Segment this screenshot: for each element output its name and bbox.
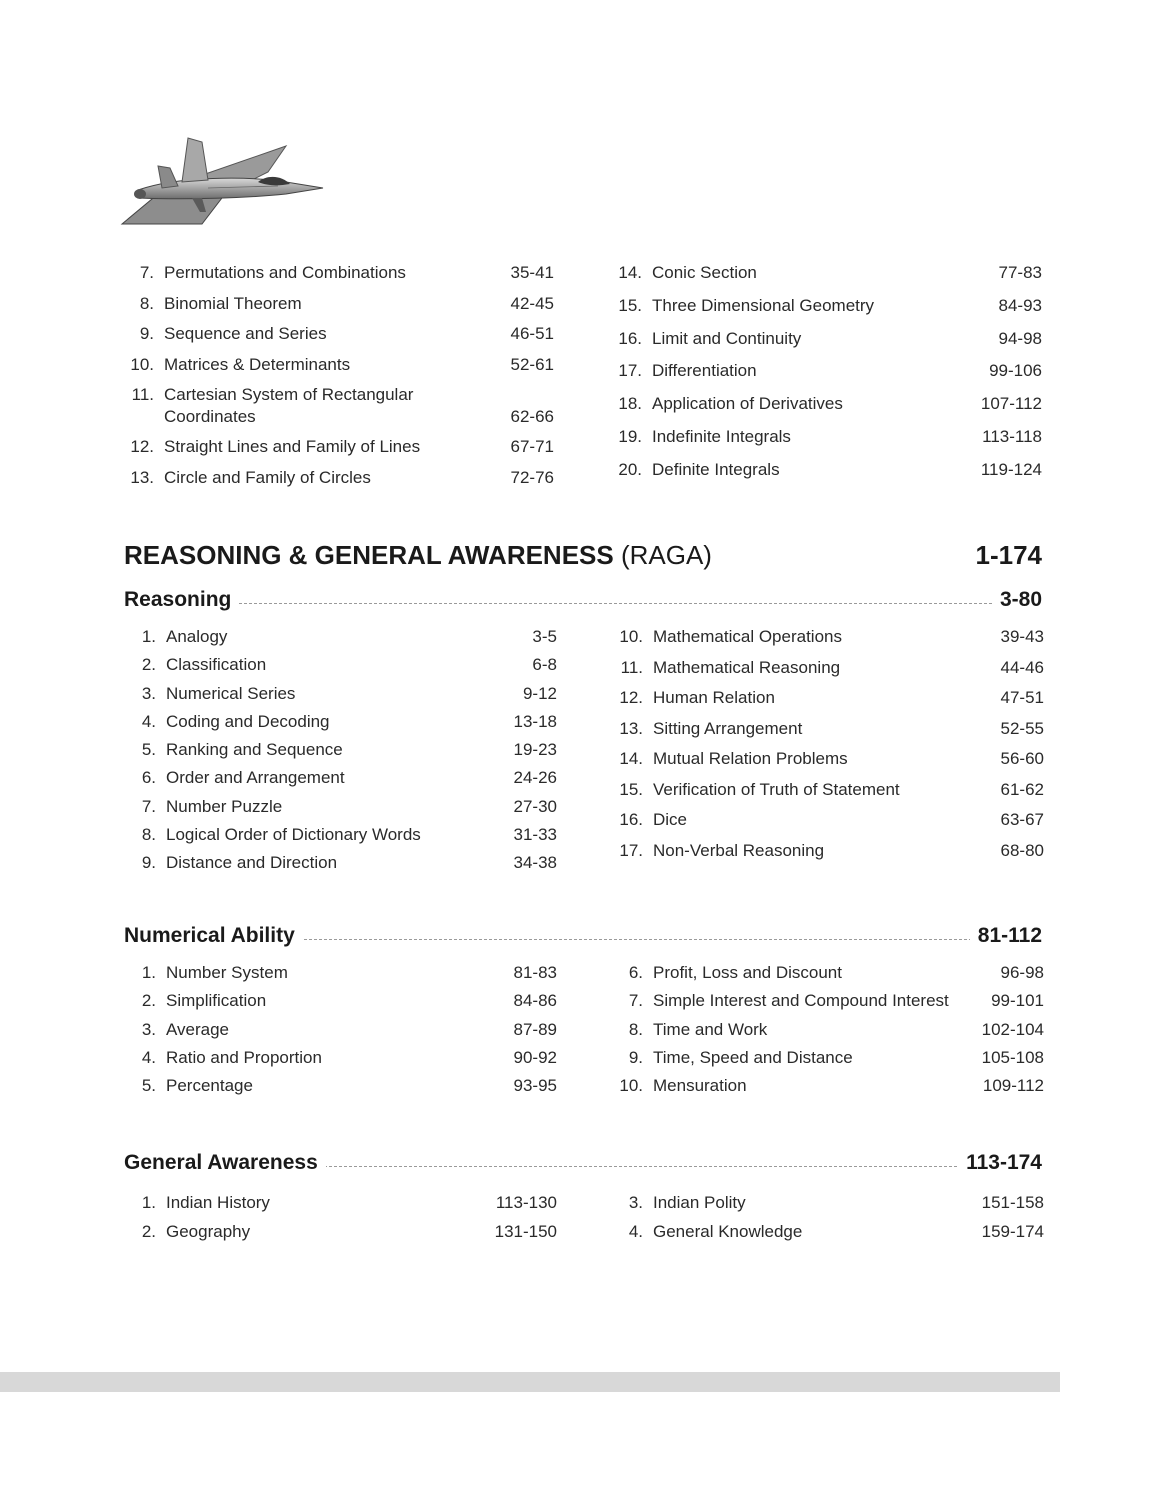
toc-entry <box>613 1221 1044 1250</box>
toc-entry-title: Simple Interest and Compound Interest <box>653 991 949 1011</box>
leader-dots <box>124 603 1042 604</box>
toc-entry-title: Dice <box>653 810 688 829</box>
toc-entry-pages: 42-45 <box>510 293 554 313</box>
toc-entry-pages: 99-106 <box>989 361 1042 381</box>
toc-entry <box>613 748 1044 779</box>
toc-entry <box>613 1075 1044 1103</box>
toc-entry-number: 16. <box>618 328 642 348</box>
toc-entry-number: 13. <box>130 467 154 487</box>
toc-entry <box>126 990 557 1018</box>
toc-entry-pages: 35-41 <box>510 263 554 282</box>
toc-entry <box>613 840 1044 871</box>
toc-entry-pages: 102-104 <box>981 1019 1044 1039</box>
toc-entry <box>612 262 1042 295</box>
toc-entry-title: Coding and Decoding <box>166 711 330 731</box>
toc-entry-number: 9. <box>139 324 154 343</box>
toc-entry-number: 15. <box>619 779 643 799</box>
toc-entry-title: Non-Verbal Reasoning <box>653 840 825 860</box>
toc-entry-number: 3. <box>628 1193 643 1212</box>
toc-entry-title: Indefinite Integrals <box>652 426 791 446</box>
toc-top-left-column <box>124 262 554 497</box>
toc-entry <box>126 683 557 711</box>
toc-entry-number: 14. <box>619 749 643 768</box>
toc-entry-title: Permutations and Combinations <box>164 263 406 282</box>
toc-entry-title: Sitting Arrangement <box>653 718 803 738</box>
toc-entry-title: Distance and Direction <box>166 853 338 873</box>
general-section-heading <box>124 1151 1042 1181</box>
toc-entry-number: 14. <box>618 263 642 282</box>
toc-entry-title: Number Puzzle <box>166 796 283 816</box>
toc-entry-number: 12. <box>130 437 154 456</box>
numerical-title: Numerical Ability <box>124 924 303 948</box>
toc-entry-number: 13. <box>619 718 643 738</box>
toc-entry-number: 7. <box>628 991 643 1011</box>
toc-entry-number: 8. <box>628 1019 643 1039</box>
reasoning-left-column <box>126 626 557 881</box>
toc-entry-number: 9. <box>141 853 156 873</box>
toc-entry-pages: 113-118 <box>982 426 1042 446</box>
toc-entry-number: 8. <box>141 825 156 845</box>
toc-entry-number: 10. <box>130 354 154 374</box>
toc-entry-pages: 46-51 <box>510 324 554 343</box>
toc-entry-pages: 24-26 <box>513 768 557 788</box>
toc-entry-pages: 119-124 <box>980 459 1042 479</box>
toc-entry-title: General Knowledge <box>653 1221 803 1241</box>
toc-entry-title: Definite Integrals <box>652 459 780 479</box>
toc-entry <box>613 962 1044 990</box>
toc-entry-pages: 99-101 <box>991 991 1044 1011</box>
main-section-heading <box>124 540 1042 580</box>
toc-entry <box>126 852 557 880</box>
toc-entry-number: 7. <box>141 796 156 816</box>
toc-entry <box>613 657 1044 688</box>
toc-entry-title: Time and Work <box>653 1019 768 1039</box>
main-section-pages: 1-174 <box>975 540 1042 570</box>
toc-entry-title: Human Relation <box>653 688 775 707</box>
general-pages: 113-174 <box>958 1151 1042 1175</box>
toc-entry-pages: 94-98 <box>998 328 1042 348</box>
numerical-left-column <box>126 962 557 1103</box>
toc-entry-title: Circle and Family of Circles <box>164 467 371 487</box>
reasoning-section-heading <box>124 588 1042 618</box>
toc-entry <box>126 824 557 852</box>
toc-entry <box>126 767 557 795</box>
toc-entry <box>613 809 1044 840</box>
toc-entry-number: 6. <box>141 768 156 788</box>
toc-entry-pages: 34-38 <box>513 853 557 873</box>
toc-entry-title: Profit, Loss and Discount <box>653 963 842 982</box>
toc-entry-title: Time, Speed and Distance <box>653 1047 853 1067</box>
toc-entry-number: 12. <box>619 688 643 707</box>
toc-entry <box>124 436 554 467</box>
page-footer-bar <box>0 1372 1060 1392</box>
toc-entry <box>124 354 554 385</box>
main-section-subtitle: (RAGA) <box>620 540 712 570</box>
toc-entry-pages: 52-61 <box>510 354 554 374</box>
toc-entry-title: Differentiation <box>652 361 757 381</box>
toc-entry <box>124 323 554 354</box>
toc-entry <box>612 295 1042 328</box>
toc-entry-number: 1. <box>141 627 156 646</box>
toc-entry-number: 7. <box>139 263 154 282</box>
toc-entry-title: Number System <box>166 963 288 982</box>
toc-entry-number: 10. <box>619 1076 643 1096</box>
reasoning-right-column <box>613 626 1044 870</box>
toc-entry-number: 11. <box>620 657 643 677</box>
toc-entry-number: 19. <box>618 426 642 446</box>
numerical-right-column <box>613 962 1044 1103</box>
numerical-pages: 81-112 <box>970 924 1042 948</box>
toc-entry-pages: 6-8 <box>532 655 557 675</box>
toc-entry-title: Mathematical Operations <box>653 627 842 646</box>
toc-entry-pages: 96-98 <box>1000 963 1044 982</box>
toc-entry-title: Three Dimensional Geometry <box>652 295 875 315</box>
toc-entry <box>612 328 1042 361</box>
toc-entry-pages: 3-5 <box>532 627 557 646</box>
toc-entry-title: Sequence and Series <box>164 324 327 343</box>
toc-entry-number: 9. <box>628 1047 643 1067</box>
toc-entry-pages: 62-66 <box>510 407 554 426</box>
toc-entry-pages: 68-80 <box>1000 840 1044 860</box>
toc-entry-pages: 13-18 <box>513 711 557 731</box>
toc-entry <box>126 1047 557 1075</box>
toc-entry-title: Numerical Series <box>166 683 296 703</box>
toc-entry <box>126 1192 557 1221</box>
toc-entry-pages: 47-51 <box>1000 688 1044 707</box>
toc-entry-pages: 107-112 <box>980 394 1042 414</box>
toc-entry <box>126 654 557 682</box>
toc-entry <box>613 1047 1044 1075</box>
toc-entry <box>612 360 1042 393</box>
toc-entry-number: 1. <box>141 1193 156 1212</box>
toc-entry-number: 11. <box>131 385 154 404</box>
toc-entry-pages: 31-33 <box>513 825 557 845</box>
toc-entry <box>126 796 557 824</box>
numerical-section-heading <box>124 924 1042 954</box>
toc-entry-title: Straight Lines and Family of Lines <box>164 437 421 456</box>
toc-entry <box>613 626 1044 657</box>
general-right-column <box>613 1192 1044 1249</box>
toc-entry-pages: 61-62 <box>1000 779 1044 799</box>
toc-entry <box>126 1221 557 1250</box>
toc-entry-title: Application of Derivatives <box>652 394 843 414</box>
toc-entry-pages: 93-95 <box>513 1076 557 1096</box>
toc-entry-title: Limit and Continuity <box>652 328 802 348</box>
toc-entry-number: 2. <box>141 991 156 1011</box>
toc-top-right-column <box>612 262 1042 492</box>
toc-entry-pages: 105-108 <box>981 1047 1044 1067</box>
toc-entry-pages: 81-83 <box>513 963 557 982</box>
toc-entry <box>613 990 1044 1018</box>
toc-entry <box>612 393 1042 426</box>
toc-entry-title: Binomial Theorem <box>164 293 302 313</box>
toc-entry-title: Simplification <box>166 991 267 1011</box>
toc-entry-number: 4. <box>141 711 156 731</box>
toc-entry-pages: 84-93 <box>998 295 1042 315</box>
toc-entry-pages: 77-83 <box>998 263 1042 282</box>
toc-entry-title: Verification of Truth of Statement <box>653 779 900 799</box>
toc-entry-title: Ratio and Proportion <box>166 1047 322 1067</box>
toc-entry <box>124 467 554 498</box>
toc-entry-pages: 9-12 <box>522 683 557 703</box>
toc-entry-pages: 67-71 <box>510 437 554 456</box>
toc-entry <box>126 1019 557 1047</box>
toc-entry-pages: 63-67 <box>1000 810 1044 829</box>
toc-entry <box>124 293 554 324</box>
toc-entry-number: 5. <box>141 740 156 760</box>
toc-entry-pages: 72-76 <box>510 467 554 487</box>
toc-entry-number: 8. <box>139 293 154 313</box>
toc-entry-title: Mutual Relation Problems <box>653 749 848 768</box>
toc-entry-number: 4. <box>628 1221 643 1241</box>
toc-entry-pages: 131-150 <box>494 1221 557 1241</box>
toc-entry <box>613 779 1044 810</box>
toc-entry-pages: 159-174 <box>981 1221 1044 1241</box>
toc-entry-number: 3. <box>141 683 156 703</box>
main-section-title <box>124 540 712 571</box>
toc-entry-number: 10. <box>619 627 643 646</box>
toc-entry-title: Geography <box>166 1221 251 1241</box>
toc-entry-number: 16. <box>619 810 643 829</box>
toc-entry <box>613 1192 1044 1221</box>
toc-entry <box>126 962 557 990</box>
toc-entry-title-continued: Coordinates <box>164 407 256 426</box>
toc-entry-number: 4. <box>141 1047 156 1067</box>
toc-entry <box>613 718 1044 749</box>
toc-entry-pages: 44-46 <box>1000 657 1044 677</box>
toc-entry-number: 1. <box>141 963 156 982</box>
toc-entry-number: 15. <box>618 295 642 315</box>
toc-entry-title: Analogy <box>166 627 228 646</box>
toc-entry-pages: 27-30 <box>513 796 557 816</box>
general-title: General Awareness <box>124 1151 326 1175</box>
toc-entry-title: Mathematical Reasoning <box>653 657 841 677</box>
toc-entry-title: Cartesian System of Rectangular <box>164 385 414 404</box>
toc-entry-number: 17. <box>619 840 643 860</box>
toc-entry-pages: 19-23 <box>513 740 557 760</box>
toc-entry-pages: 52-55 <box>1000 718 1044 738</box>
toc-entry-number: 2. <box>141 655 156 675</box>
reasoning-title: Reasoning <box>124 588 239 612</box>
toc-entry-pages: 84-86 <box>513 991 557 1011</box>
toc-entry-pages: 39-43 <box>1000 627 1044 646</box>
toc-entry <box>613 1019 1044 1047</box>
toc-entry-number: 2. <box>141 1221 156 1241</box>
toc-entry <box>126 739 557 767</box>
toc-entry-pages: 109-112 <box>982 1076 1044 1096</box>
toc-entry-pages: 56-60 <box>1000 749 1044 768</box>
toc-entry-title: Classification <box>166 655 267 675</box>
toc-entry-title: Order and Arrangement <box>166 768 345 788</box>
reasoning-pages: 3-80 <box>992 588 1042 612</box>
toc-entry-number: 6. <box>628 963 643 982</box>
toc-entry-pages: 151-158 <box>981 1193 1044 1212</box>
toc-entry <box>126 1075 557 1103</box>
toc-entry-pages: 113-130 <box>495 1193 557 1212</box>
toc-entry <box>612 459 1042 492</box>
toc-entry-title: Percentage <box>166 1076 253 1096</box>
toc-entry-number: 3. <box>141 1019 156 1039</box>
toc-entry-title: Average <box>166 1019 230 1039</box>
toc-entry-pages: 90-92 <box>513 1047 557 1067</box>
toc-entry <box>124 262 554 293</box>
toc-entry-number: 18. <box>618 394 642 414</box>
toc-entry-pages: 87-89 <box>513 1019 557 1039</box>
toc-entry <box>613 687 1044 718</box>
toc-entry-number: 5. <box>141 1076 156 1096</box>
toc-entry-title: Indian Polity <box>653 1193 746 1212</box>
toc-entry <box>126 711 557 739</box>
general-left-column <box>126 1192 557 1249</box>
toc-entry-title: Indian History <box>166 1193 270 1212</box>
toc-entry <box>124 384 554 436</box>
toc-entry-number: 17. <box>618 361 642 381</box>
fighter-jet-illustration <box>118 132 328 230</box>
toc-entry-number: 20. <box>618 459 642 479</box>
toc-entry <box>612 426 1042 459</box>
toc-entry-title: Conic Section <box>652 263 757 282</box>
toc-entry-title: Logical Order of Dictionary Words <box>166 825 421 845</box>
toc-entry-title: Mensuration <box>653 1076 747 1096</box>
toc-entry <box>126 626 557 654</box>
toc-entry-title: Ranking and Sequence <box>166 740 343 760</box>
toc-entry-title: Matrices & Determinants <box>164 354 351 374</box>
main-section-title-text: REASONING & GENERAL AWARENESS <box>124 540 614 570</box>
